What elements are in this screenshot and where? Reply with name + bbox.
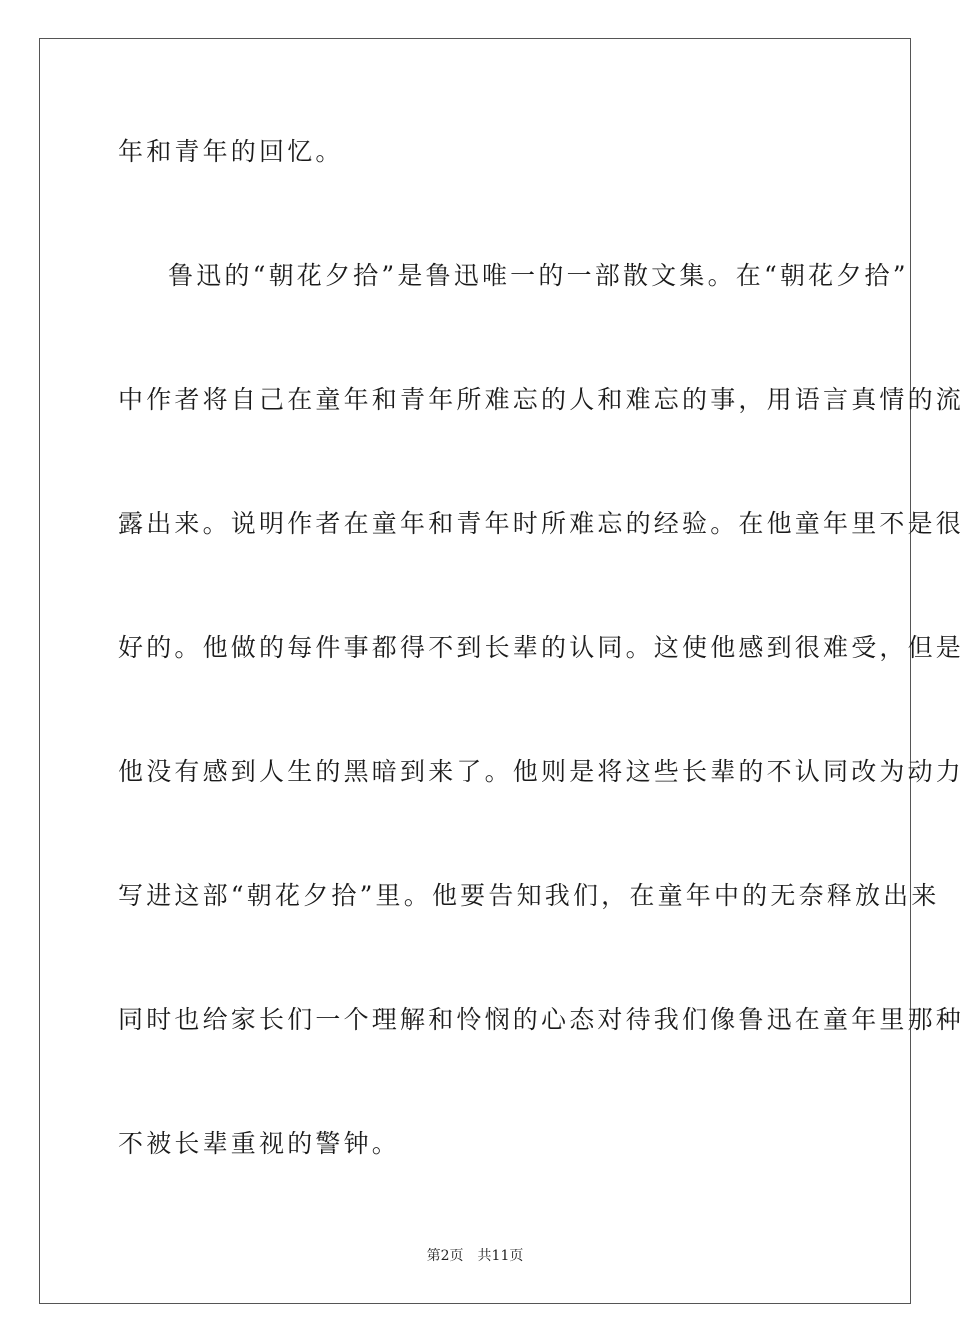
text-line-5: 好的。他做的每件事都得不到长辈的认同。这使他感到很难受，但是 [118,633,964,662]
page-total: 共11页 [477,1248,524,1264]
text-line-1: 年和青年的回忆。 [118,137,344,166]
text-line-2: 鲁迅的“朝花夕拾”是鲁迅唯一的一部散文集。在“朝花夕拾” [168,261,909,290]
text-line-3: 中作者将自己在童年和青年所难忘的人和难忘的事，用语言真情的流 [118,385,964,414]
page-border [39,38,964,1304]
text-line-8: 同时也给家长们一个理解和怜悯的心态对待我们像鲁迅在童年里那种 [118,1005,964,1034]
page-footer [0,1247,950,1265]
text-line-6: 他没有感到人生的黑暗到来了。他则是将这些长辈的不认同改为动力 [118,757,964,786]
text-line-9: 不被长辈重视的警钟。 [118,1129,401,1158]
text-line-7: 写进这部“朝花夕拾”里。他要告知我们，在童年中的无奈释放出来 [118,881,940,910]
text-line-4: 露出来。说明作者在童年和青年时所难忘的经验。在他童年里不是很 [118,509,964,538]
page-number: 第2页 [426,1248,464,1264]
